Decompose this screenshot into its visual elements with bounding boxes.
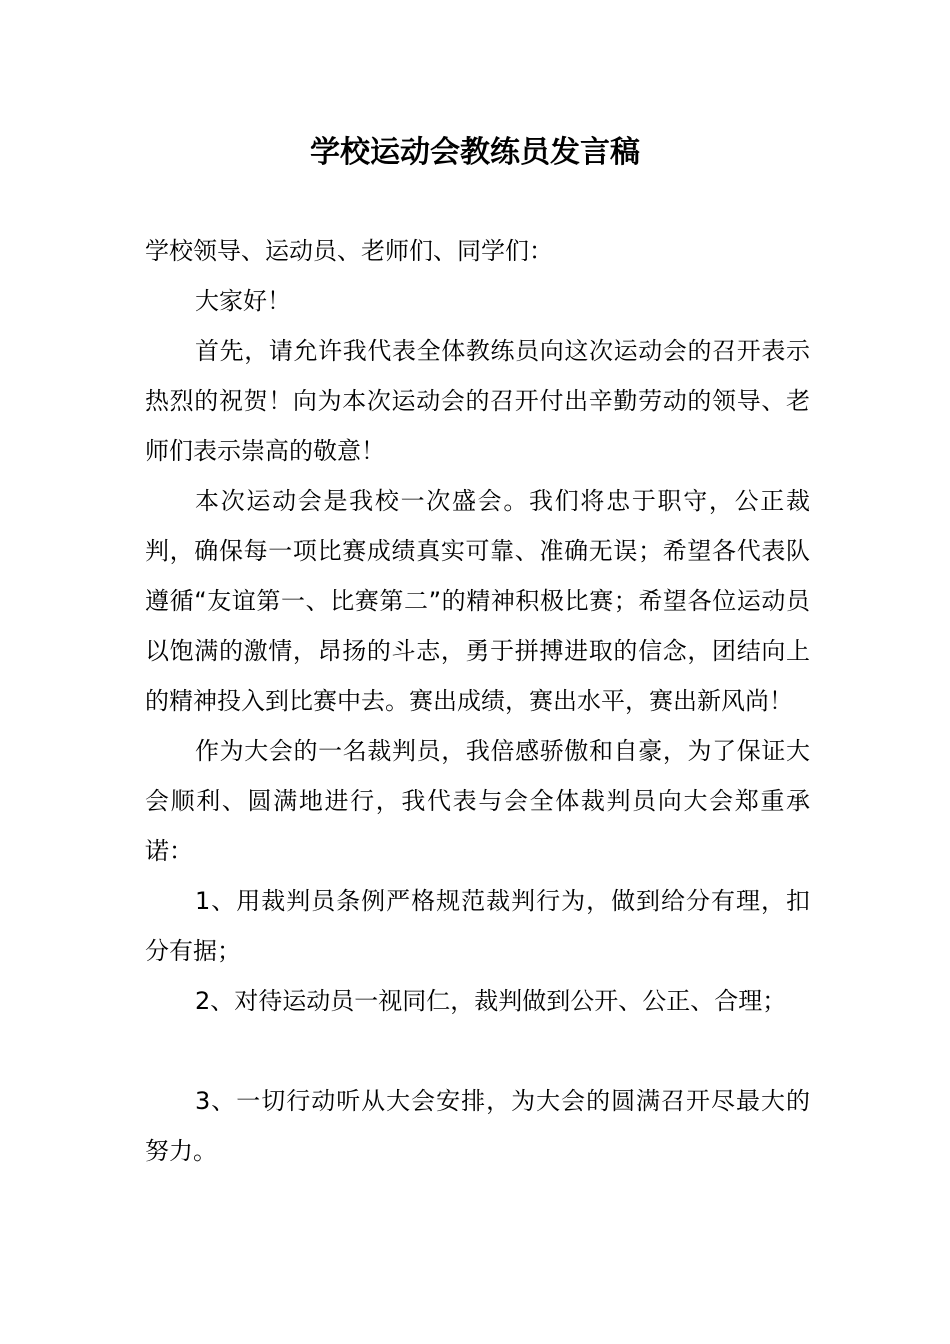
pledge-item-3: 3、一切行动听从大会安排，为大会的圆满召开尽最大的努力。 — [145, 1087, 810, 1165]
paragraph-event: 本次运动会是我校一次盛会。我们将忠于职守，公正裁判，确保每一项比赛成绩真实可靠、准确无误；希望各代表队遵循“友谊第一、比赛第二”的精神积极比赛；希望各位运动员以饱满的激情，昂扬的斗志，勇于拼搏进取的信念，团结向上的精神投入到比赛中去。赛出成绩，赛出水平，赛出新风尚！ — [145, 487, 810, 715]
document-body — [145, 226, 810, 1176]
paragraph-congratulations: 首先，请允许我代表全体教练员向这次运动会的召开表示热烈的祝贺！向为本次运动会的召开付出辛勤劳动的领导、老师们表示崇高的敬意！ — [145, 337, 810, 465]
paragraph-spacer — [145, 1026, 810, 1076]
paragraph-referee: 作为大会的一名裁判员，我倍感骄傲和自豪，为了保证大会顺利、圆满地进行，我代表与会全体裁判员向大会郑重承诺： — [145, 737, 810, 865]
pledge-item-2: 2、对待运动员一视同仁，裁判做到公开、公正、合理； — [195, 987, 787, 1015]
paragraph-greeting: 大家好！ — [195, 287, 291, 315]
salutation: 学校领导、运动员、老师们、同学们： — [145, 237, 553, 265]
document-title: 学校运动会教练员发言稿 — [310, 135, 640, 170]
pledge-item-1: 1、用裁判员条例严格规范裁判行为，做到给分有理，扣分有据； — [145, 887, 810, 965]
